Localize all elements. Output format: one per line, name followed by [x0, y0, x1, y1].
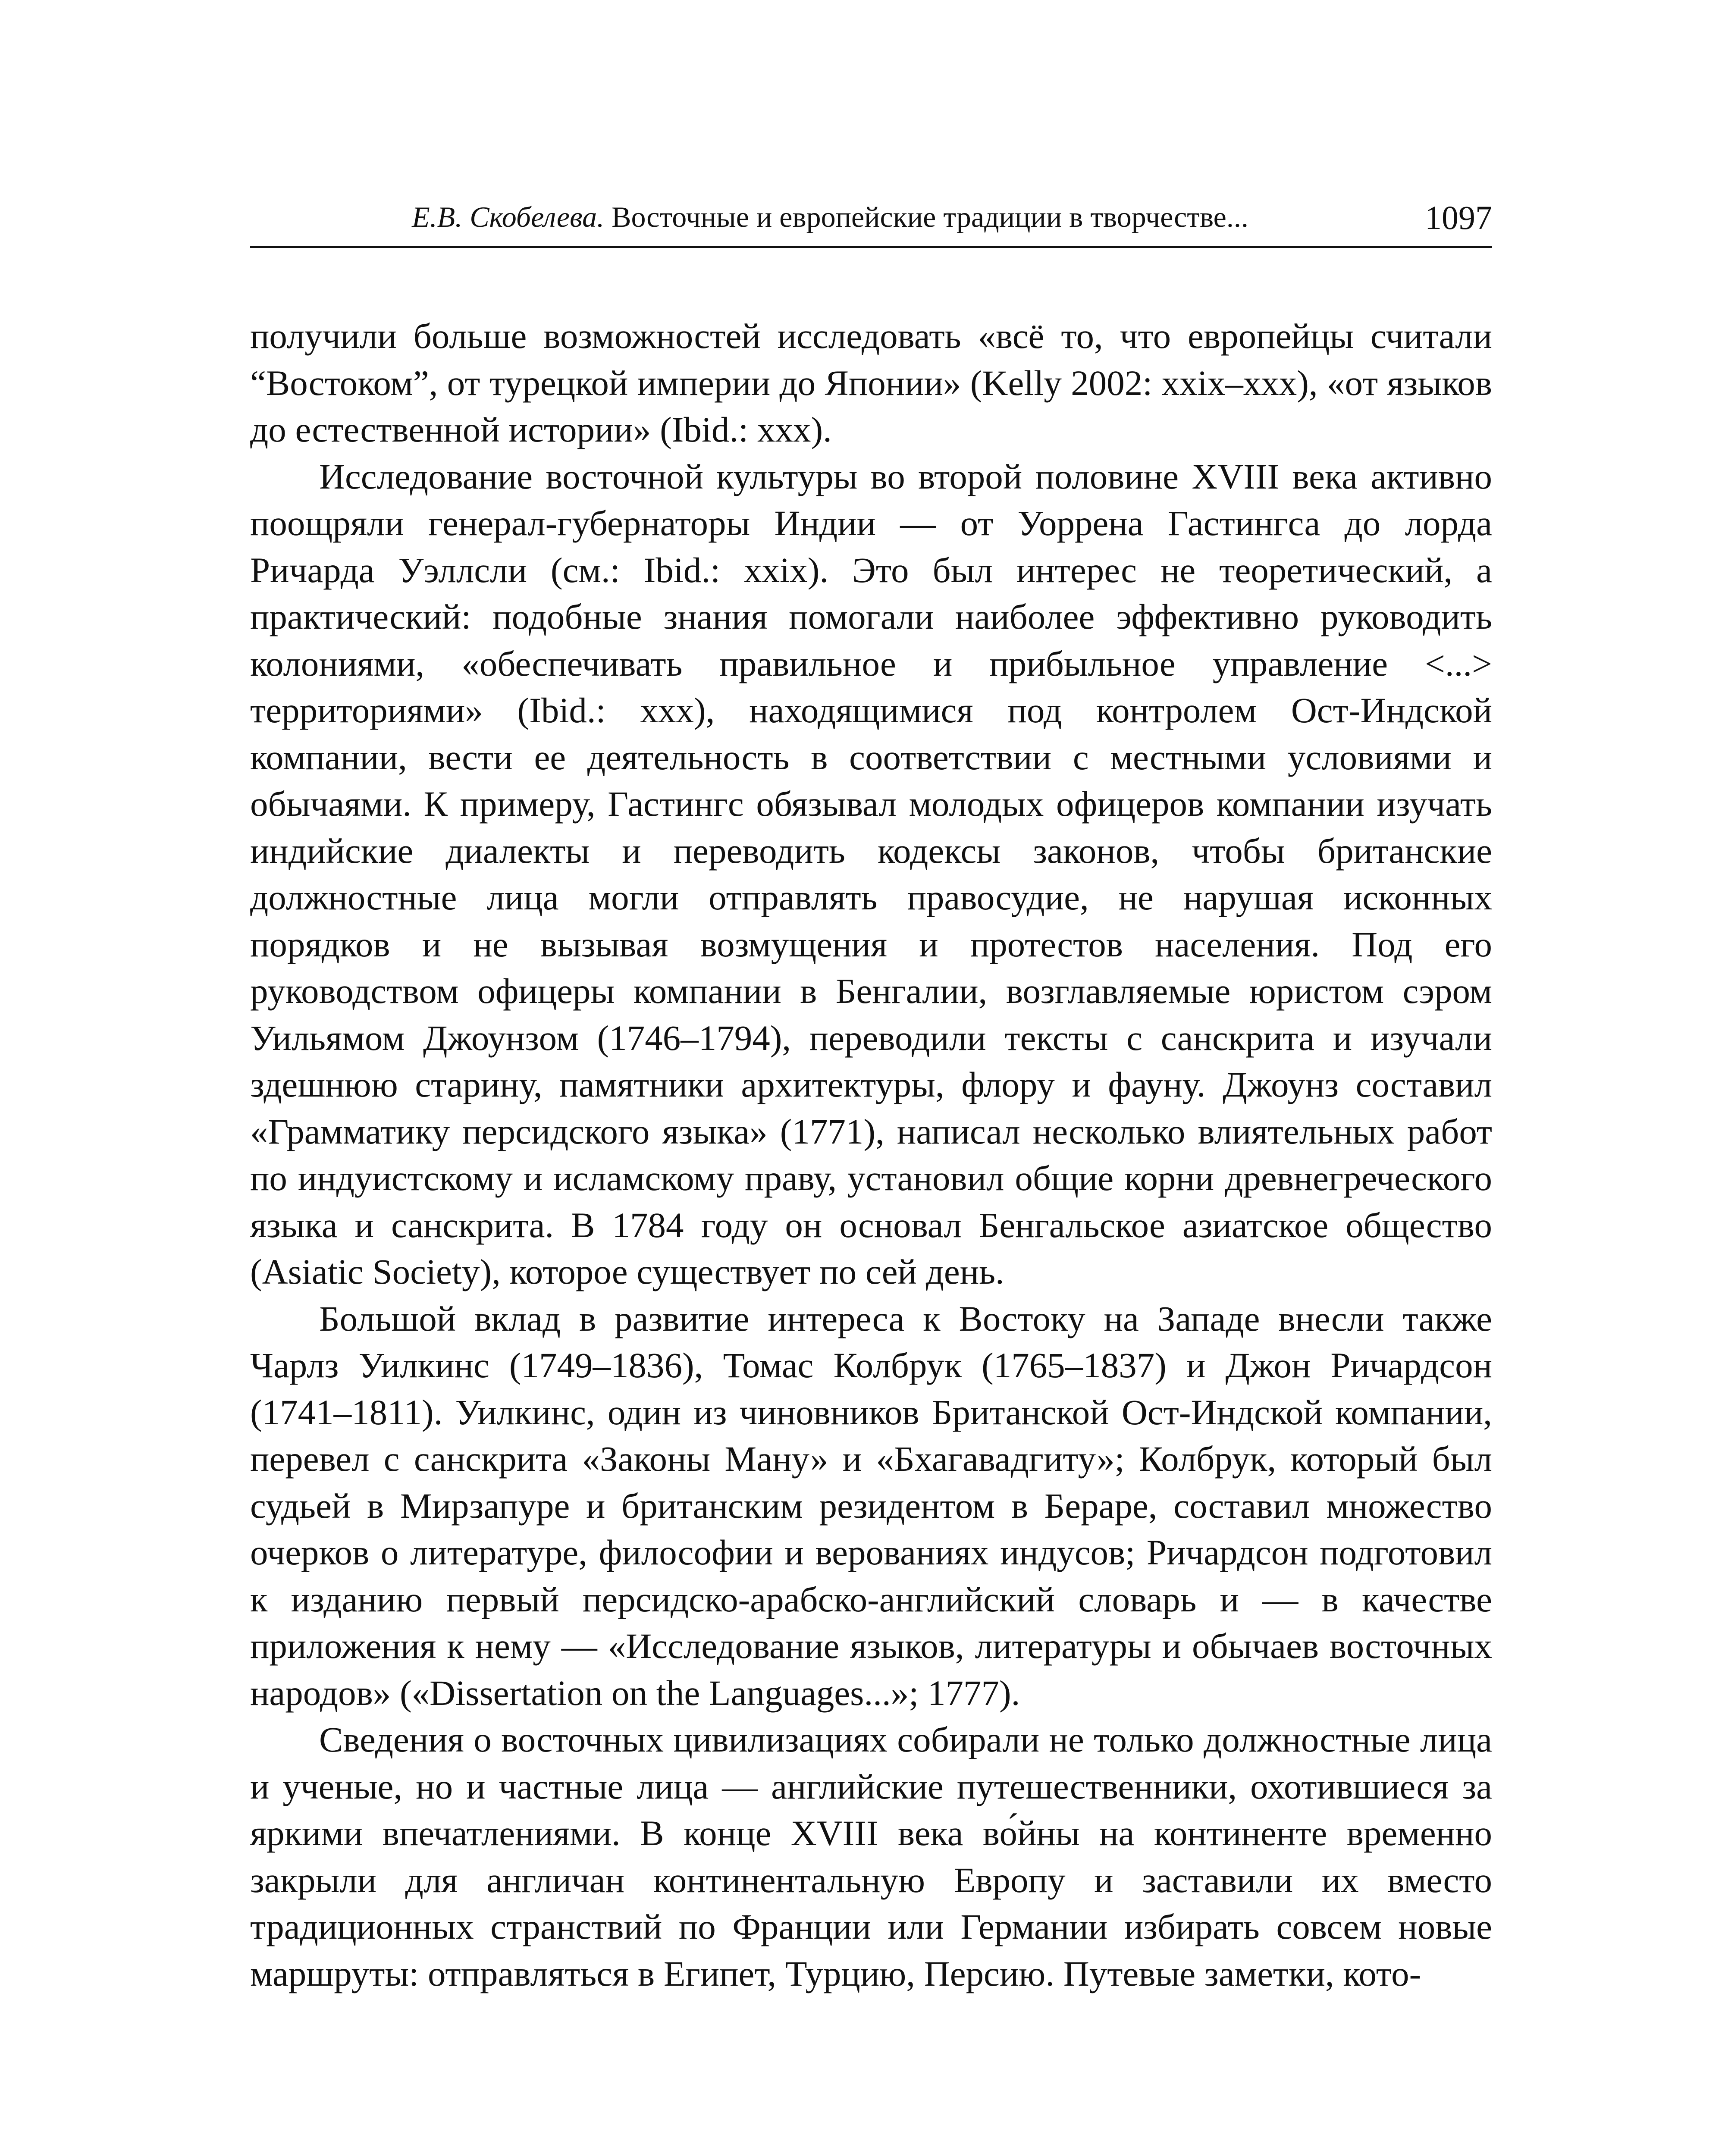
paragraph-contributors: Большой вклад в развитие интереса к Востоку на Западе внесли также Чарлз Уилкинс (1749–1836), Томас Колбрук (1765–1837) и Джон Ричардсон (1741–1811). Уилкинс, один из чиновников Британской Ост-Индской компании, перевел с санскрита «Законы Ману» и «Бхагавадгиту»; Колбрук, который был судьей в Мирзапуре и британским резидентом в Бераре, составил множество очерков о литературе, философии и верованиях индусов; Ричардсон подготовил к изданию первый персидско-арабско-английский словарь и — в качестве приложения к нему — «Исследование языков, литературы и обычаев восточных народов» («Dissertation on the Languages...»; 1777). — [250, 1298, 1492, 1713]
page-number: 1097 — [1425, 199, 1492, 236]
paragraph-continued: получили больше возможностей исследовать «всё то, что европейцы считали “Востоком”, от турецкой империи до Японии» (Kelly 2002: xxix–xxx), «от языков до естественной истории» (Ibid.: xxx). — [250, 316, 1492, 449]
body-text — [250, 313, 1492, 1997]
running-head — [250, 196, 1492, 248]
running-head-title: Восточные и европейские традиции в творчестве... — [612, 201, 1248, 233]
running-head-author: Е.В. Скобелева. — [412, 201, 605, 233]
header-rule — [250, 246, 1492, 248]
paragraph-travellers: Сведения о восточных цивилизациях собирали не только должностные лица и ученые, но и частные лица — английские путешественники, охотившиеся за яркими впечатлениями. В конце XVIII века во́йны на континенте временно закрыли для англичан континентальную Европу и заставили их вместо традиционных странствий по Франции или Германии избирать совсем новые маршруты: отправляться в Египет, Турцию, Персию. Путевые заметки, кото- — [250, 1720, 1492, 1993]
paragraph-oriental-studies: Исследование восточной культуры во второй половине XVIII века активно поощряли генерал-губернаторы Индии — от Уоррена Гастингса до лорда Ричарда Уэллсли (см.: Ibid.: xxix). Это был интерес не теоретический, а практический: подобные знания помогали наиболее эффективно руководить колониями, «обеспечивать правильное и прибыльное управление <...> территориями» (Ibid.: xxx), находящимися под контролем Ост-Индской компании, вести ее деятельность в соответствии с местными условиями и обычаями. К примеру, Гастингс обязывал молодых офицеров компании изучать индийские диалекты и переводить кодексы законов, чтобы британские должностные лица могли отправлять правосудие, не нарушая исконных порядков и не вызывая возмущения и протестов населения. Под его руководством офицеры компании в Бенгалии, возглавляемые юристом сэром Уильямом Джоунзом (1746–1794), переводили тексты с санскрита и изучали здешнюю старину, памятники архитектуры, флору и фауну. Джоунз составил «Грамматику персидского языка» (1771), написал несколько влиятельных работ по индуистскому и исламскому праву, установил общие корни древнегреческого языка и санскрита. В 1784 году он основал Бенгальское азиатское общество (Asiatic Society), которое существует по сей день. — [250, 456, 1492, 1291]
running-title — [250, 200, 1492, 234]
